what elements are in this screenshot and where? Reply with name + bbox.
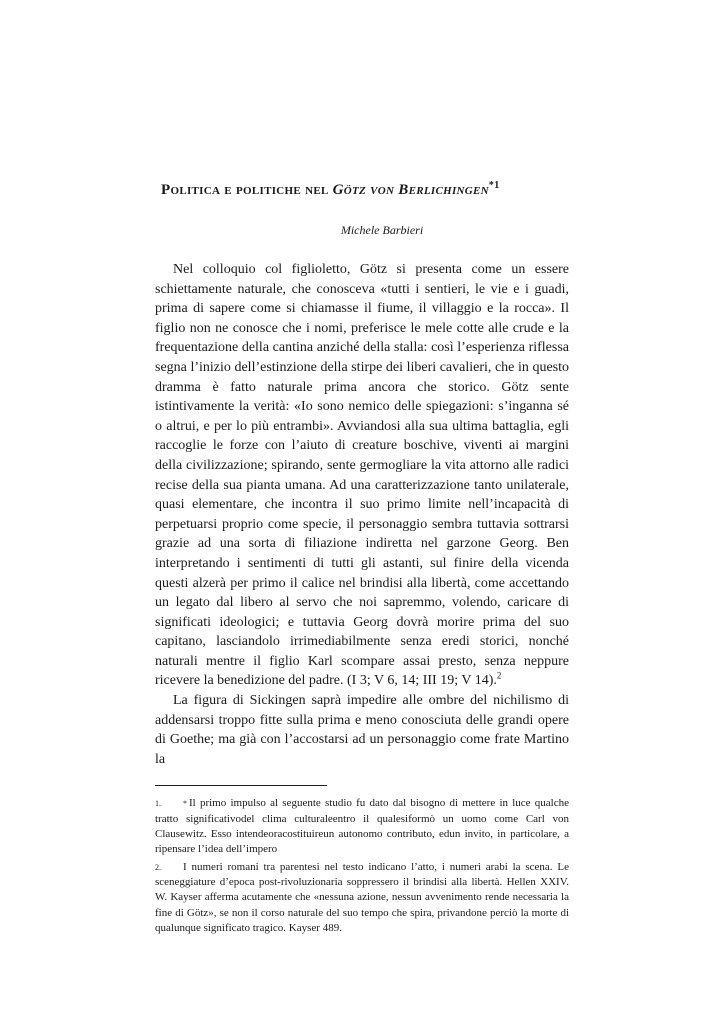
page-content bbox=[155, 176, 569, 936]
title-work-name: Götz von Berlichingen bbox=[332, 182, 489, 198]
paragraph-text: Nel colloquio col figlioletto, Götz si presenta come un essere schiettamente naturale, che conosceva «tutti i sentieri, le vie e i guadi, prima di sapere come si chiamasse il fiume, il villaggio e la rocca». Il figlio non ne conosce che i nomi, preferisce le mele cotte alle crude e la frequentazione della cantina anziché della stalla: così l’esperienza riflessa segna l’inizio dell’estinzione della stirpe dei liberi cavalieri, che in questo dramma è fatto naturale prima ancora che storico. Götz sente istintivamente la verità: «Io sono nemico delle spiegazioni: s’inganna sé o altrui, e per lo più entrambi». Avviandosi alla sua ultima battaglia, egli raccoglie le forze con l’aiuto di creature boschive, viventi ai margini della civilizzazione; spirando, sente germogliare la vita attorno alle radici recise della sua pianta umana. Ad una caratterizzazione tanto unilaterale, quasi elementare, che incontra il suo primo limite nell’incapacità di perpetuarsi proprio come specie, il personaggio sembra tuttavia sottrarsi grazie ad una sorta di filiazione indiretta nel garzone Georg. Ben interpretando i sentimenti di tutti gli astanti, sul finire della vicenda questi alzerà per primo il calice nel brindisi alla libertà, come accettando un legato dal libero al servo che noi sapremmo, volendo, caricare di significati ideologici; e tuttavia Georg dovrà morire prima del suo capitano, lasciandolo irrimediabilmente senza eredi storici, nonché naturali mentre il figlio Karl scompare assai presto, senza neppure ricevere la benedizione del padre. (I 3; V 6, 14; III 19; V 14). bbox=[155, 262, 569, 689]
footnotes-section bbox=[155, 796, 569, 936]
footnote-reference[interactable]: 2 bbox=[496, 670, 502, 681]
article-title bbox=[155, 176, 569, 200]
title-text: Politica e politiche nel bbox=[161, 182, 333, 198]
author-name: Michele Barbieri bbox=[340, 223, 424, 237]
body-paragraph bbox=[155, 260, 569, 691]
title-footnote-marker[interactable]: *1 bbox=[488, 180, 500, 191]
footnote-separator bbox=[155, 785, 327, 786]
footnote-text: Il primo impulso al seguente studio fu dato dal bisogno di mettere in luce qualche tratto significativodel clima culturaleentro il qualesiformò un uomo come Carl von Clausewitz. Esso intendeoracostituireun autonomo contributo, edun invito, in particolare, a ripensare l’idea dell’impero bbox=[155, 797, 569, 856]
body-paragraph bbox=[155, 691, 569, 769]
footnote bbox=[155, 796, 569, 857]
footnote-number: 2. bbox=[155, 862, 161, 872]
paragraph-text: La figura di Sickingen saprà impedire alle ombre del nichilismo di addensarsi troppo fitte sulla prima e meno conosciuta delle grandi opere di Goethe; ma già con l’accostarsi ad un personaggio come frate Martino la bbox=[155, 693, 569, 767]
footnote-text: I numeri romani tra parentesi nel testo indicano l’atto, i numeri arabi la scena. Le sceneggiature d’epoca post-rivoluzionaria soppressero il brindisi alla libertà. Hellen XXIV. W. Kayser afferma acutamente che «nessuna azione, nessun avvenimento rende necessaria la fine di Götz», se non il corso naturale del suo tempo che spira, privandone perciò la morte di qualunque significato tragico. Kayser 489. bbox=[155, 860, 569, 934]
footnote bbox=[155, 860, 569, 936]
footnote-star-marker: * bbox=[183, 799, 187, 809]
footnote-number: 1. bbox=[155, 799, 161, 809]
